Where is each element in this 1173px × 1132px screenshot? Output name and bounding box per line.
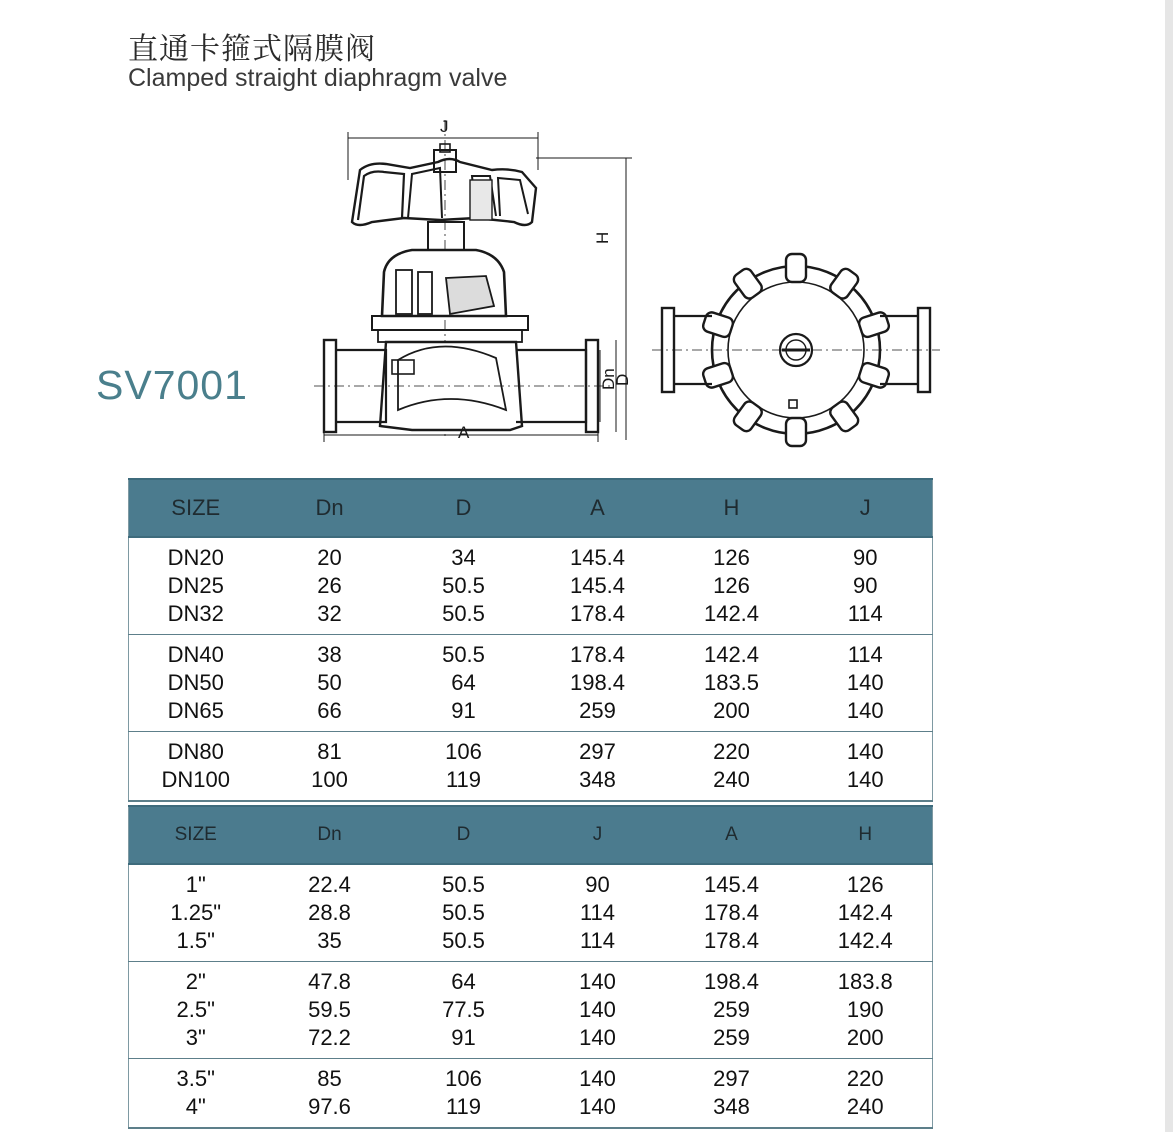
table-cell: DN100 (129, 766, 263, 801)
table-cell: 64 (451, 670, 476, 695)
table-cell: 114 (531, 927, 665, 962)
table-cell: 22.4 (308, 872, 351, 897)
table-cell: 2" (185, 969, 206, 994)
table-row (129, 732, 933, 767)
table-cell: 34 (451, 545, 476, 570)
table-cell: 97.6 (263, 1093, 397, 1128)
table-row (129, 899, 933, 927)
table-cell: 119 (397, 1093, 531, 1128)
table-cell: 50.5 (397, 927, 531, 962)
table-cell: 198.4 (703, 969, 760, 994)
table-cell: 85 (317, 1066, 342, 1091)
table-cell: DN80 (167, 739, 224, 764)
table-cell: 259 (665, 1024, 799, 1059)
table-cell: DN20 (167, 545, 224, 570)
model-number: SV7001 (96, 362, 248, 408)
column-header: J (531, 806, 665, 864)
column-header: Dn (263, 479, 397, 537)
table-header-row (129, 806, 933, 864)
dim-label-j: J (440, 117, 449, 136)
table-cell: 81 (317, 739, 342, 764)
table-cell: 126 (713, 573, 750, 598)
table-cell: DN65 (129, 697, 263, 732)
table-cell: 90 (585, 872, 610, 897)
table-cell: 145.4 (569, 545, 626, 570)
table-cell: 114 (579, 900, 616, 925)
table-row (129, 635, 933, 670)
table-row (129, 537, 933, 572)
column-header: Dn (263, 806, 397, 864)
table-cell: 90 (853, 573, 878, 598)
table-cell: 35 (263, 927, 397, 962)
table-cell: 259 (531, 697, 665, 732)
column-header: D (397, 479, 531, 537)
table-row (129, 572, 933, 600)
table-cell: 178.4 (569, 642, 626, 667)
table-cell: 140 (579, 969, 616, 994)
table-cell: 1.5" (129, 927, 263, 962)
table-cell: 140 (531, 1093, 665, 1128)
table-cell: 220 (713, 739, 750, 764)
table-cell: 140 (799, 697, 933, 732)
table-cell: 50.5 (442, 642, 485, 667)
dim-label-h: H (593, 231, 612, 244)
table-row (129, 697, 933, 732)
table-cell: 200 (799, 1024, 933, 1059)
page-edge (1165, 0, 1173, 1132)
table-cell: 140 (799, 766, 933, 801)
dim-label-d: D (613, 373, 632, 386)
table-cell: 50.5 (442, 573, 485, 598)
table-cell: 178.4 (531, 600, 665, 635)
table-cell: 28.8 (308, 900, 351, 925)
table-cell: 126 (713, 545, 750, 570)
table-cell: 140 (579, 1066, 616, 1091)
table-cell: 50.5 (442, 900, 485, 925)
column-header: A (531, 479, 665, 537)
table-cell: 72.2 (263, 1024, 397, 1059)
table-cell: 106 (445, 739, 482, 764)
table-cell: 3.5" (176, 1066, 215, 1091)
column-header: SIZE (129, 806, 263, 864)
table-body (129, 537, 933, 801)
table-cell: 240 (665, 766, 799, 801)
table-cell: 142.4 (665, 600, 799, 635)
table-cell: 77.5 (442, 997, 485, 1022)
table-cell: 140 (579, 997, 616, 1022)
table-cell: 178.4 (703, 900, 760, 925)
table-row (129, 1059, 933, 1094)
table-cell: 142.4 (799, 927, 933, 962)
table-cell: 66 (263, 697, 397, 732)
title-chinese: 直通卡箍式隔膜阀 (128, 32, 376, 67)
table-cell: 114 (799, 600, 933, 635)
table-row (129, 962, 933, 997)
table-row (129, 927, 933, 962)
dim-label-dn: Dn (599, 368, 618, 390)
table-cell: 38 (317, 642, 342, 667)
table-row (129, 996, 933, 1024)
table-cell: 183.8 (837, 969, 893, 994)
table-cell: 140 (531, 1024, 665, 1059)
table-cell: 119 (397, 766, 531, 801)
table-cell: 183.5 (703, 670, 760, 695)
title-english: Clamped straight diaphragm valve (128, 64, 508, 92)
table-row (129, 669, 933, 697)
table-cell: DN32 (129, 600, 263, 635)
table-cell: 47.8 (308, 969, 351, 994)
spec-table-inch (128, 805, 933, 1129)
table-row (129, 766, 933, 801)
column-header: H (799, 806, 933, 864)
table-cell: 142.4 (837, 900, 893, 925)
table-cell: 198.4 (569, 670, 626, 695)
table-cell: 1.25" (170, 900, 222, 925)
table-cell: 348 (531, 766, 665, 801)
table-cell: 106 (445, 1066, 482, 1091)
column-header: J (799, 479, 933, 537)
table-cell: 50.5 (442, 872, 485, 897)
table-cell: 114 (847, 642, 883, 667)
table-cell: 64 (451, 969, 476, 994)
table-cell: 142.4 (703, 642, 760, 667)
table-cell: 348 (665, 1093, 799, 1128)
table-cell: 140 (846, 670, 884, 695)
table-cell: 91 (397, 697, 531, 732)
table-cell: 240 (799, 1093, 933, 1128)
table-header-row (129, 479, 933, 537)
table-cell: 145.4 (703, 872, 760, 897)
table-row (129, 864, 933, 899)
table-cell: 90 (853, 545, 878, 570)
table-cell: 50 (317, 670, 342, 695)
table-cell: DN40 (167, 642, 224, 667)
dim-label-a: A (458, 423, 470, 442)
table-row (129, 600, 933, 635)
table-cell: 1" (185, 872, 206, 897)
table-body (129, 864, 933, 1128)
valve-drawing (300, 110, 950, 450)
table-cell: 59.5 (308, 997, 351, 1022)
table-cell: 259 (713, 997, 750, 1022)
table-cell: DN25 (167, 573, 224, 598)
column-header: SIZE (129, 479, 263, 537)
table-cell: 145.4 (569, 573, 626, 598)
table-cell: 32 (263, 600, 397, 635)
table-cell: 2.5" (176, 997, 215, 1022)
table-cell: 91 (397, 1024, 531, 1059)
table-cell: 140 (846, 739, 884, 764)
table-cell: 100 (263, 766, 397, 801)
table-cell: 297 (713, 1066, 750, 1091)
table-cell: 126 (846, 872, 884, 897)
column-header: A (665, 806, 799, 864)
spec-table-metric (128, 478, 933, 802)
table-cell: DN50 (167, 670, 224, 695)
table-cell: 50.5 (397, 600, 531, 635)
table-cell: 220 (846, 1066, 884, 1091)
column-header: D (397, 806, 531, 864)
table-cell: 3" (129, 1024, 263, 1059)
table-cell: 190 (846, 997, 884, 1022)
column-header: H (665, 479, 799, 537)
table-cell: 26 (317, 573, 342, 598)
table-cell: 178.4 (665, 927, 799, 962)
table-cell: 4" (129, 1093, 263, 1128)
table-row (129, 1093, 933, 1128)
table-cell: 200 (665, 697, 799, 732)
table-cell: 297 (579, 739, 616, 764)
table-row (129, 1024, 933, 1059)
table-cell: 20 (317, 545, 342, 570)
